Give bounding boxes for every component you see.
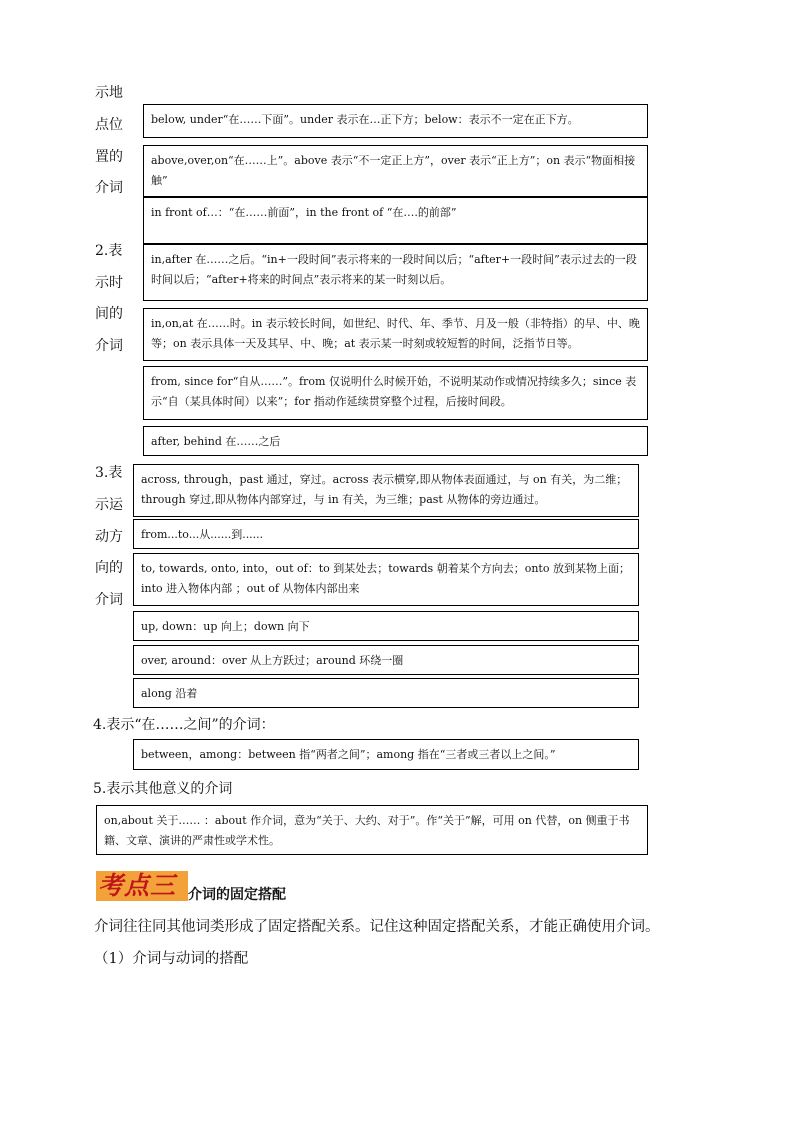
row-text: from, since for“自从……”。from 仅说明什么时候开始，不说明某动作或情况持续多久；since 表示“自（某具体时间）以来”；for 指动作延续贯穿整个过程，后接时间段。: [151, 375, 637, 408]
row-text: across, through，past 通过，穿过。across 表示横穿,即从物体表面通过，与 on 有关，为二维；through 穿过,即从物体内部穿过，与 in 有关，为三维；past 从物体的旁边通过。: [141, 473, 628, 506]
row-text: in,after 在……之后。“in+一段时间”表示将来的一段时间以后；“after+一段时间”表示过去的一段时间以后；“after+将来的时间点”表示将来的某一时刻以后。: [151, 253, 637, 286]
row-text: up, down：up 向上；down 向下: [141, 620, 310, 633]
time-label-line-3: 间的: [95, 306, 123, 322]
row-text: below, under“在……下面”。under 表示在…正下方；below：表示不一定在正下方。: [151, 113, 579, 126]
section3-paragraph: 介词往往同其他词类形成了固定搭配关系。记住这种固定搭配关系，才能正确使用介词。: [94, 919, 660, 935]
time-row-from-since-for: [143, 366, 648, 420]
time-label-line-1: 2.表: [95, 243, 123, 259]
motion-label-line-2: 示运: [95, 497, 123, 513]
motion-label-line-5: 介词: [95, 592, 123, 608]
row-text: on,about 关于…… ：about 作介词，意为“关于、大约、对于”。作“关于”解，可用 on 代替，on 侧重于书籍、文章、演讲的严肃性或学术性。: [104, 814, 630, 847]
row-text: between，among：between 指“两者之间”；among 指在“三者或三者以上之间。”: [141, 748, 556, 761]
row-text: after, behind 在……之后: [151, 435, 281, 448]
row-text: from...to...从......到......: [141, 528, 264, 541]
time-row-in-after: [143, 244, 648, 301]
section3-badge: [96, 871, 188, 901]
row-text: over, around：over 从上方跃过；around 环绕一圈: [141, 654, 404, 667]
between-row: [133, 739, 639, 770]
motion-row-along: [133, 678, 639, 708]
motion-label-line-4: 向的: [95, 560, 123, 576]
time-row-after-behind: [143, 426, 648, 456]
row-text: in,on,at 在……时。in 表示较长时间，如世纪、时代、年、季节、月及一般（非特指）的早、中、晚等；on 表示具体一天及其早、中、晚；at 表示某一时刻或较短暂的时间，泛指节日等。: [151, 317, 640, 350]
section3-title: 介词的固定搭配: [188, 887, 286, 903]
row-text: to, towards, onto, into，out of：to 到某处去；towards 朝着某个方向去；onto 放到某物上面；into 进入物体内部 ；out of 从物体内部出来: [141, 562, 630, 595]
row-text: above,over,on“在……上”。above 表示“不一定正上方”，over 表示“正上方”；on 表示“物面相接触”: [151, 154, 636, 187]
section3-subheading: （1）介词与动词的搭配: [94, 951, 249, 967]
other-row: [96, 805, 648, 855]
motion-label-line-3: 动方: [95, 529, 123, 545]
place-label-line-3: 置的: [95, 149, 123, 165]
place-label-line-4: 介词: [95, 180, 123, 196]
between-heading: 4.表示“在……之间”的介词：: [93, 717, 275, 733]
motion-row-over-around: [133, 645, 639, 675]
time-label-line-4: 介词: [95, 338, 123, 354]
time-row-in-on-at: [143, 308, 648, 361]
section3-badge-text: 考点三: [98, 871, 177, 900]
place-label-line-2: 点位: [95, 117, 123, 133]
place-label-line-1: 示地: [95, 85, 123, 101]
motion-row-up-down: [133, 611, 639, 641]
row-text: along 沿着: [141, 687, 198, 700]
motion-row-to-towards-onto-into: [133, 553, 639, 606]
place-row-in-front-of: [143, 197, 648, 244]
row-text: in front of…：“在……前面”，in the front of “在….的前部”: [151, 206, 457, 219]
time-label-line-2: 示时: [95, 275, 123, 291]
motion-row-across-through-past: [133, 464, 639, 517]
other-heading: 5.表示其他意义的介词: [93, 781, 233, 797]
motion-row-from-to: [133, 519, 639, 549]
place-row-above-over-on: [143, 145, 648, 197]
motion-label-line-1: 3.表: [95, 465, 123, 481]
place-row-below-under: [143, 104, 648, 138]
